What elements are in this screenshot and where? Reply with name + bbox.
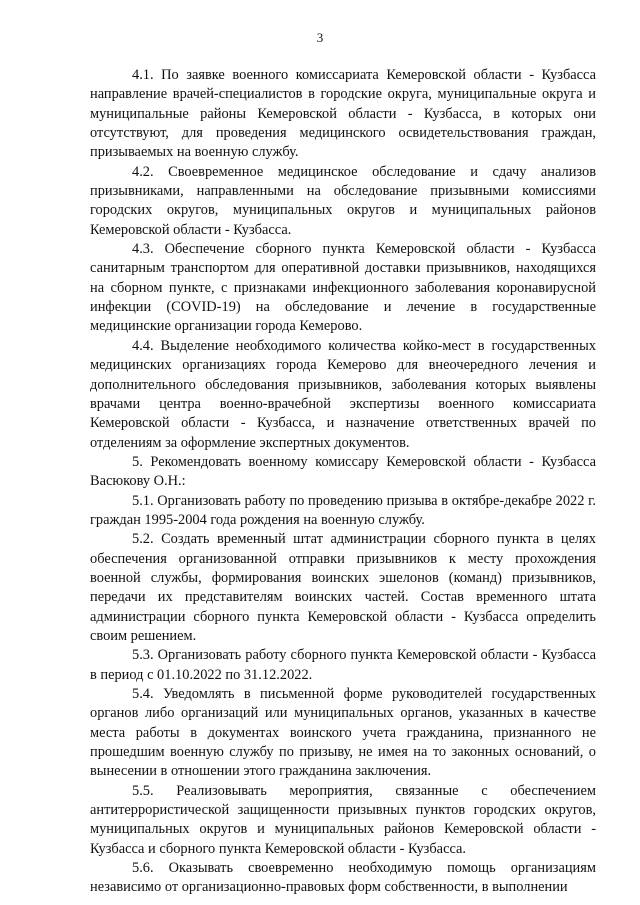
paragraph-5-4: 5.4. Уведомлять в письменной форме руководителей государственных органов либо организаций или муниципальных органов, указанных в качестве места работы в документах воинского учета гражданина, признанного не прошедшим военную службу по призыву, не имея на то законных оснований, о вынесении в отношении этого гражданина заключения.	[90, 686, 596, 780]
paragraph-5-1: 5.1. Организовать работу по проведению призыва в октябре-декабре 2022 г. граждан 1995-2004 года рождения на военную службу.	[90, 492, 596, 528]
paragraph-5-5: 5.5. Реализовывать мероприятия, связанные с обеспечением антитеррористической защищенности призывных пунктов городских округов, муниципальных округов и муниципальных районов Кемеровской области - Кузбасса и сборного пункта Кемеровской области - Кузбасса.	[90, 782, 596, 857]
paragraph-4-4: 4.4. Выделение необходимого количества койко-мест в государственных медицинских организациях города Кемерово для внеочередного лечения и дополнительного обследования призывников, заболевания которых выявлены врачами центра военно-врачебной экспертизы военного комиссариата Кемеровской области - Кузбасса, и назначение ответственных врачей по отделениям за оформление экспертных документов.	[90, 337, 596, 451]
paragraph-4-1: 4.1. По заявке военного комиссариата Кемеровской области - Кузбасса направление врачей-специалистов в городские округа, муниципальные округа и муниципальные районы Кемеровской области - Кузбасса, в которых они отсутствуют, для проведения медицинского освидетельствования граждан, призываемых на военную службу.	[90, 67, 596, 161]
paragraph-4-3: 4.3. Обеспечение сборного пункта Кемеровской области - Кузбасса санитарным транспортом для оперативной доставки призывников, находящихся на сборном пункте, с признаками инфекционного заболевания коронавирусной инфекции (COVID-19) на обследование и лечение в государственные медицинские организации города Кемерово.	[90, 241, 596, 335]
document-body	[90, 66, 596, 898]
paragraph-5-2: 5.2. Создать временный штат администрации сборного пункта в целях обеспечения организованной отправки призывников к месту прохождения военной службы, формирования воинских эшелонов (команд) призывников, передачи их представителям воинских частей. Состав временного штата администрации сборного пункта Кемеровской области - Кузбасса определить своим решением.	[90, 531, 596, 644]
page-number: 3	[316, 30, 324, 45]
paragraph-5: 5. Рекомендовать военному комиссару Кемеровской области - Кузбасса Васюкову О.Н.:	[90, 453, 596, 490]
paragraph-5-3: 5.3. Организовать работу сборного пункта Кемеровской области - Кузбасса в период с 01.10.2022 по 31.12.2022.	[90, 647, 596, 683]
paragraph-5-6: 5.6. Оказывать своевременно необходимую помощь организациям независимо от организационно-правовых форм собственности, в выполнении	[90, 860, 596, 896]
paragraph-4-2: 4.2. Своевременное медицинское обследование и сдачу анализов призывниками, направленными на обследование призывными комиссиями городских округов, муниципальных округов и муниципальных районов Кемеровской области - Кузбасса.	[90, 163, 596, 238]
